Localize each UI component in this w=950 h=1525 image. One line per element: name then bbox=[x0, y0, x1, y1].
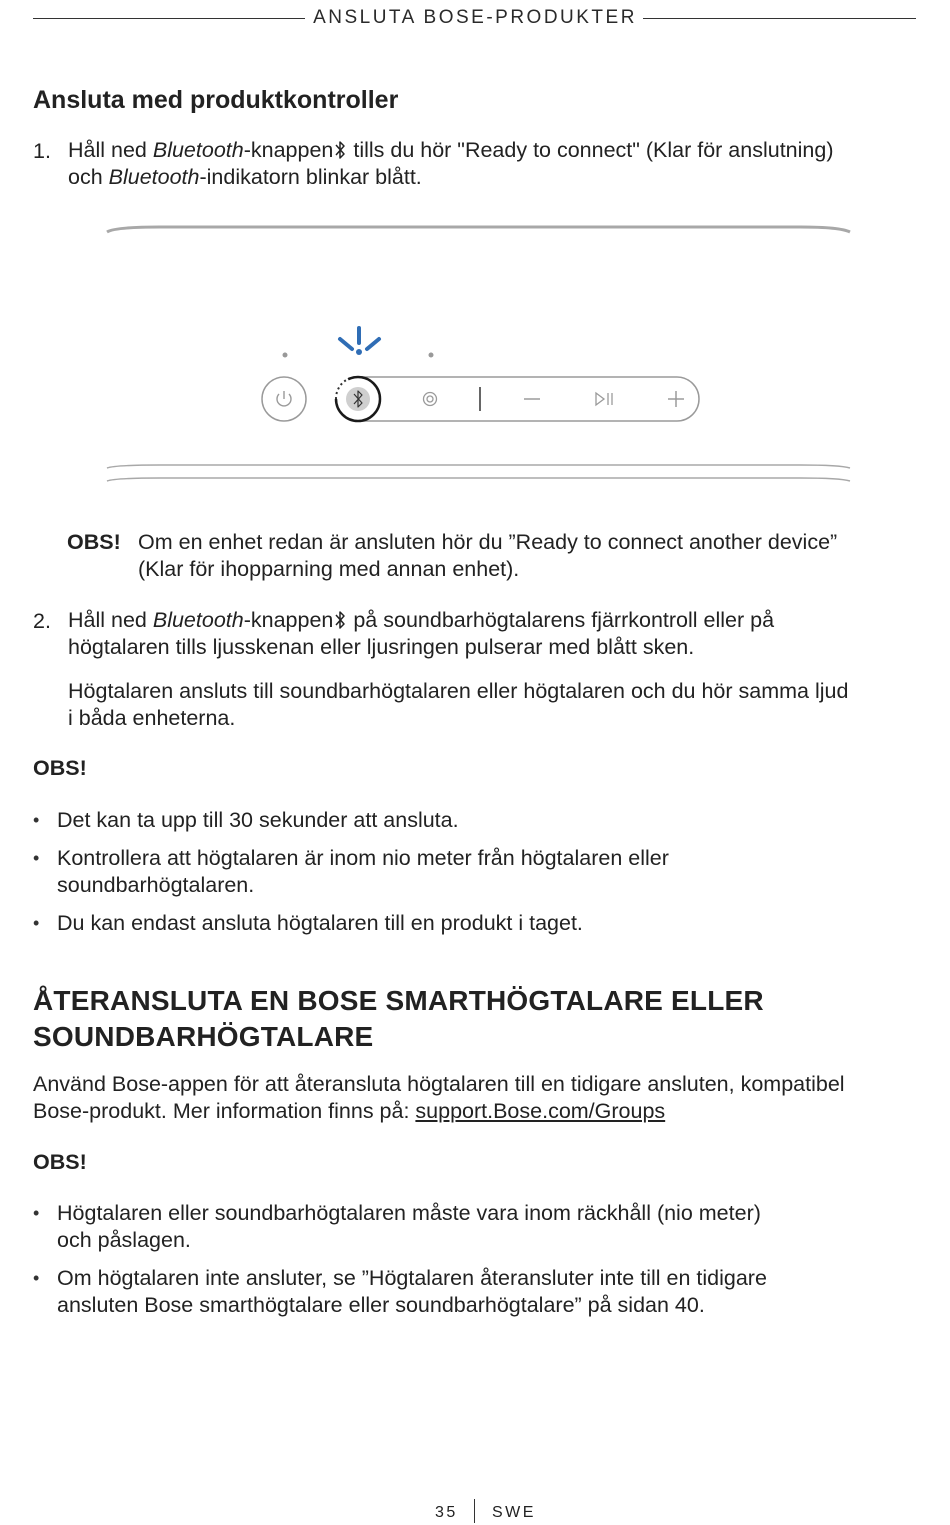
step-2-line-1: Håll ned Bluetooth-knappen på soundbarhögtalarens fjärrkontroll eller på bbox=[68, 608, 775, 632]
section-heading: ÅTERANSLUTA EN BOSE SMARTHÖGTALARE ELLER SOUNDBARHÖGTALARE bbox=[33, 985, 764, 1052]
list-item: Du kan endast ansluta högtalaren till en produkt i taget. bbox=[57, 911, 583, 935]
obs-label-1: OBS! bbox=[33, 756, 87, 780]
indicator-dot-left bbox=[283, 353, 288, 358]
step-2-number: 2. bbox=[33, 609, 51, 633]
bullet-icon: • bbox=[33, 810, 40, 830]
bluetooth-icon bbox=[333, 140, 347, 160]
bullet-icon: • bbox=[33, 848, 40, 868]
step-1-number: 1. bbox=[33, 139, 51, 163]
language-code: SWE bbox=[492, 1504, 536, 1521]
support-link[interactable]: support.Bose.com/Groups bbox=[415, 1099, 666, 1123]
bluetooth-indicator-blink-icon bbox=[340, 328, 379, 349]
page-number: 35 bbox=[435, 1504, 458, 1521]
note-1-label: OBS! bbox=[67, 530, 121, 554]
speaker-bottom-edge-1 bbox=[107, 465, 850, 468]
step-2-result: Högtalaren ansluts till soundbarhögtalaren eller högtalaren och du hör samma ljud i båda enheterna. bbox=[68, 679, 849, 730]
list-item: Högtalaren eller soundbarhögtalaren måste vara inom räckhåll (nio meter) och påslagen. bbox=[57, 1201, 761, 1252]
section-subtitle: Ansluta med produktkontroller bbox=[33, 86, 399, 114]
indicator-dot-right bbox=[429, 353, 434, 358]
list-item: Kontrollera att högtalaren är inom nio meter från högtalaren eller soundbarhögtalaren. bbox=[57, 846, 669, 897]
list-item: Om högtalaren inte ansluter, se ”Högtalaren återansluter inte till en tidigare ansluten Bose smarthögtalare eller soundbarhögtalare” på sidan 40. bbox=[57, 1266, 767, 1317]
control-bar bbox=[336, 377, 699, 421]
footer-divider bbox=[474, 1499, 475, 1523]
bullet-icon: • bbox=[33, 1203, 40, 1223]
step-1-line-2: och Bluetooth-indikatorn blinkar blått. bbox=[68, 165, 422, 189]
page-header bbox=[0, 7, 950, 29]
header-title: ANSLUTA BOSE-PRODUKTER bbox=[307, 7, 643, 28]
bluetooth-button-pressed-icon bbox=[336, 377, 380, 421]
step-2-text: Håll ned Bluetooth-knappen på soundbarhögtalarens fjärrkontroll eller på högtalaren tills ljusskenan eller ljusringen pulserar med blått sken. bbox=[68, 607, 928, 661]
obs-label-2: OBS! bbox=[33, 1150, 87, 1174]
step-1-text bbox=[68, 137, 928, 191]
speaker-illustration bbox=[0, 215, 950, 495]
power-button-icon bbox=[262, 377, 306, 421]
bullet-icon: • bbox=[33, 913, 40, 933]
speaker-top-edge bbox=[107, 227, 850, 232]
list-item: Det kan ta upp till 30 sekunder att ansluta. bbox=[57, 808, 459, 832]
bluetooth-icon bbox=[333, 610, 347, 630]
bullet-icon: • bbox=[33, 1268, 40, 1288]
step-1-line-1: Håll ned Bluetooth-knappen tills du hör "Ready to connect" (Klar för anslutning) bbox=[68, 138, 834, 162]
section-2-paragraph: Använd Bose-appen för att återansluta högtalaren till en tidigare ansluten, kompatibel Bose-produkt. Mer information finns på: support.Bose.com/Groups bbox=[33, 1072, 845, 1123]
note-1-text: Om en enhet redan är ansluten hör du ”Ready to connect another device” (Klar för ihopparning med annan enhet). bbox=[138, 530, 838, 581]
speaker-bottom-edge-2 bbox=[107, 478, 850, 481]
